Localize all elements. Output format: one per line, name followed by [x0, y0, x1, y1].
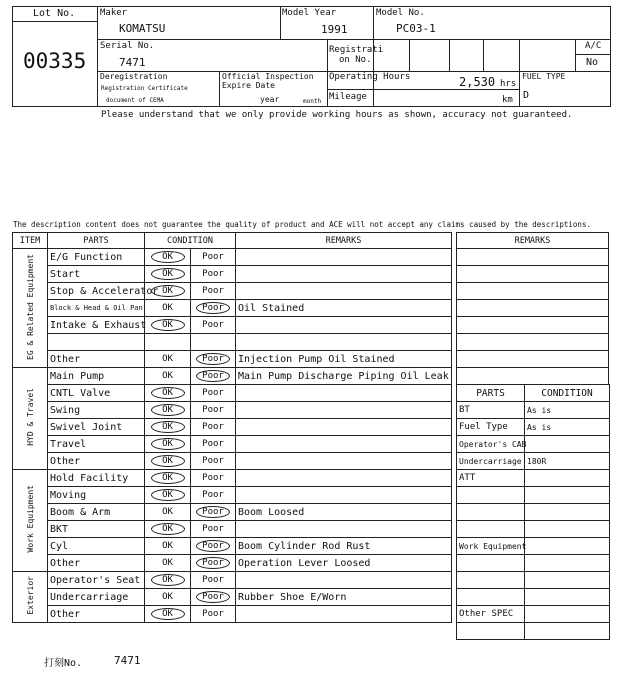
poor-mark: Poor: [202, 609, 224, 619]
col-line: [97, 7, 98, 107]
condition-ok-cell: [145, 436, 191, 453]
poor-circled-mark: Poor: [196, 370, 230, 382]
condition-poor-cell: [191, 368, 236, 385]
poor-mark: Poor: [202, 269, 224, 279]
pc-part-name: [457, 487, 525, 504]
ok-circled-mark: OK: [151, 268, 185, 280]
condition-ok-cell: [145, 419, 191, 436]
poor-mark: Poor: [202, 422, 224, 432]
remark-cell: [236, 436, 452, 453]
condition-ok-cell: [145, 300, 191, 317]
table-row: [13, 606, 452, 623]
condition-poor-cell: [191, 521, 236, 538]
condition-ok-cell: [145, 453, 191, 470]
part-name: Operator's Seat: [48, 572, 145, 589]
serial-value: 7471: [119, 56, 146, 69]
table-row: [13, 538, 452, 555]
part-name: E/G Function: [48, 249, 145, 266]
table-row: [13, 317, 452, 334]
condition-poor-cell: [191, 453, 236, 470]
condition-poor-cell: [191, 436, 236, 453]
right-remarks-table: [456, 232, 609, 385]
ac-value: No: [586, 57, 599, 68]
parts-condition-header-row: [457, 385, 610, 402]
condition-table: [12, 232, 452, 623]
item-group-label: Exterior: [25, 576, 35, 615]
part-name: Cyl: [48, 538, 145, 555]
poor-circled-mark: Poor: [196, 540, 230, 552]
parts-condition-row: [457, 606, 610, 623]
poor-mark: Poor: [202, 405, 224, 415]
pc-part-name: Work Equipment: [457, 538, 525, 555]
operating-hours-label: Operating Hours: [329, 72, 411, 82]
item-group-label: EG & Related Equipment: [25, 253, 35, 360]
parts-condition-row: [457, 436, 610, 453]
pc-part-name: [457, 572, 525, 589]
item-group-label: HYD & Travel: [25, 388, 35, 446]
condition-ok-cell: [145, 572, 191, 589]
parts-condition-row: [457, 402, 610, 419]
pc-condition-value: [525, 555, 610, 572]
item-group-cell: [13, 249, 48, 368]
deregistration-label: Deregistration: [100, 72, 168, 81]
row-line: [327, 89, 519, 90]
table-row: [13, 589, 452, 606]
table-row: [13, 504, 452, 521]
right-remarks-row: [457, 249, 609, 266]
remark-cell: [236, 249, 452, 266]
part-name: [48, 334, 145, 351]
pc-condition-value: As is: [525, 402, 610, 419]
ok-circled-mark: OK: [151, 438, 185, 450]
lot-value: 00335: [23, 49, 87, 73]
parts-condition-row: [457, 623, 610, 640]
remark-cell: [236, 419, 452, 436]
pc-part-name: [457, 623, 525, 640]
part-name: Travel: [48, 436, 145, 453]
parts-condition-row: [457, 589, 610, 606]
col-line: [449, 39, 450, 71]
condition-poor-cell: [191, 470, 236, 487]
parts-condition-row: [457, 521, 610, 538]
part-name: Hold Facility: [48, 470, 145, 487]
remark-cell: [236, 606, 452, 623]
remark-cell: [236, 334, 452, 351]
pc-part-name: Undercarriage: [457, 453, 525, 470]
ok-circled-mark: OK: [151, 608, 185, 620]
item-group-cell: [13, 572, 48, 623]
part-name: Swing: [48, 402, 145, 419]
right-remarks-row: [457, 334, 609, 351]
right-remarks-body: [457, 233, 609, 385]
condition-poor-cell: [191, 589, 236, 606]
registration-label: Registrati: [329, 45, 384, 55]
condition-ok-cell: [145, 385, 191, 402]
table-row: [13, 300, 452, 317]
poor-mark: Poor: [202, 252, 224, 262]
table-row: [13, 368, 452, 385]
condition-table-body: [13, 249, 452, 623]
col-line: [519, 39, 520, 107]
pc-condition-value: [525, 487, 610, 504]
condition-poor-cell: [191, 334, 236, 351]
ok-circled-mark: OK: [151, 574, 185, 586]
right-remarks-row: [457, 317, 609, 334]
col-line: [575, 39, 576, 71]
poor-circled-mark: Poor: [196, 557, 230, 569]
ok-mark: OK: [162, 558, 173, 568]
parts-condition-row: [457, 487, 610, 504]
condition-ok-cell: [145, 266, 191, 283]
model-no-label: Model No.: [376, 8, 425, 18]
row-line: [97, 39, 611, 40]
right-remarks-cell: [457, 266, 609, 283]
fuel-type-value: D: [523, 90, 530, 101]
pc-condition-value: As is: [525, 419, 610, 436]
pc-condition-value: [525, 606, 610, 623]
right-remarks-cell: [457, 283, 609, 300]
condition-poor-cell: [191, 266, 236, 283]
table-row: [13, 249, 452, 266]
poor-circled-mark: Poor: [196, 591, 230, 603]
condition-poor-cell: [191, 487, 236, 504]
condition-ok-cell: [145, 334, 191, 351]
year-label: year: [260, 95, 280, 104]
inspection-label: Official Inspection: [222, 72, 314, 81]
table-row: [13, 283, 452, 300]
serial-label: Serial No.: [100, 41, 155, 51]
condition-ok-cell: [145, 487, 191, 504]
condition-ok-cell: [145, 521, 191, 538]
right-remarks-cell: [457, 351, 609, 368]
pc-parts-header: PARTS: [457, 385, 525, 402]
part-name: Other: [48, 606, 145, 623]
condition-poor-cell: [191, 538, 236, 555]
remark-cell: [236, 470, 452, 487]
parts-condition-row: [457, 572, 610, 589]
remark-cell: Main Pump Discharge Piping Oil Leak: [236, 368, 452, 385]
remark-cell: [236, 266, 452, 283]
ok-mark: OK: [162, 541, 173, 551]
remarks-header: REMARKS: [236, 233, 452, 249]
ok-circled-mark: OK: [151, 404, 185, 416]
stamp-number: [44, 654, 141, 669]
part-name: Boom & Arm: [48, 504, 145, 521]
remark-cell: Oil Stained: [236, 300, 452, 317]
part-name: Intake & Exhaust: [48, 317, 145, 334]
remark-cell: [236, 283, 452, 300]
km-label: km: [502, 95, 513, 105]
right-remarks-row: [457, 300, 609, 317]
remark-cell: Boom Cylinder Rod Rust: [236, 538, 452, 555]
poor-circled-mark: Poor: [196, 353, 230, 365]
right-remarks-header-row: [457, 233, 609, 249]
ok-circled-mark: OK: [151, 421, 185, 433]
right-remarks-cell: [457, 249, 609, 266]
pc-part-name: [457, 521, 525, 538]
col-line: [373, 7, 374, 107]
condition-header: CONDITION: [145, 233, 236, 249]
condition-poor-cell: [191, 572, 236, 589]
pc-part-name: ATT: [457, 470, 525, 487]
parts-condition-row: [457, 504, 610, 521]
remark-cell: Injection Pump Oil Stained: [236, 351, 452, 368]
pc-condition-value: [525, 470, 610, 487]
row-line: [575, 54, 611, 55]
table-row: [13, 402, 452, 419]
pc-condition-value: [525, 538, 610, 555]
pc-condition-header: CONDITION: [525, 385, 610, 402]
table-row: [13, 470, 452, 487]
right-remarks-row: [457, 368, 609, 385]
table-row: [13, 334, 452, 351]
poor-mark: Poor: [202, 490, 224, 500]
condition-ok-cell: [145, 504, 191, 521]
model-year-label: Model Year: [282, 8, 337, 18]
lot-divider: [13, 21, 97, 22]
condition-poor-cell: [191, 555, 236, 572]
remark-cell: [236, 317, 452, 334]
pc-part-name: Operator's CAB: [457, 436, 525, 453]
condition-ok-cell: [145, 606, 191, 623]
condition-ok-cell: [145, 470, 191, 487]
col-line: [219, 71, 220, 107]
col-line: [327, 39, 328, 107]
right-remarks-cell: [457, 317, 609, 334]
poor-mark: Poor: [202, 320, 224, 330]
part-name: Undercarriage: [48, 589, 145, 606]
remark-cell: [236, 385, 452, 402]
ok-circled-mark: OK: [151, 251, 185, 263]
part-name: Other: [48, 555, 145, 572]
remark-cell: [236, 521, 452, 538]
pc-part-name: Fuel Type: [457, 419, 525, 436]
table-row: [13, 555, 452, 572]
pc-condition-value: [525, 504, 610, 521]
item-header: ITEM: [13, 233, 48, 249]
right-remarks-row: [457, 283, 609, 300]
poor-mark: Poor: [202, 388, 224, 398]
registration-label-2: on No.: [339, 55, 372, 65]
parts-condition-row: [457, 419, 610, 436]
condition-poor-cell: [191, 249, 236, 266]
stamp-number-value: 7471: [114, 654, 141, 667]
condition-poor-cell: [191, 351, 236, 368]
poor-mark: Poor: [202, 575, 224, 585]
condition-ok-cell: [145, 368, 191, 385]
part-name: Moving: [48, 487, 145, 504]
condition-ok-cell: [145, 538, 191, 555]
parts-condition-body: [457, 385, 610, 640]
ok-circled-mark: OK: [151, 489, 185, 501]
right-remarks-header: REMARKS: [457, 233, 609, 249]
item-group-cell: [13, 368, 48, 470]
condition-ok-cell: [145, 283, 191, 300]
col-line: [483, 39, 484, 71]
poor-mark: Poor: [202, 473, 224, 483]
condition-poor-cell: [191, 283, 236, 300]
part-name: CNTL Valve: [48, 385, 145, 402]
part-name: Other: [48, 351, 145, 368]
item-group-cell: [13, 470, 48, 572]
model-year-value: 1991: [321, 23, 348, 36]
table-row: [13, 572, 452, 589]
condition-poor-cell: [191, 385, 236, 402]
part-name: Other: [48, 453, 145, 470]
condition-ok-cell: [145, 402, 191, 419]
pc-part-name: [457, 589, 525, 606]
part-name: Block & Head & Oil Pan: [48, 300, 145, 317]
remark-cell: [236, 453, 452, 470]
pc-condition-value: [525, 589, 610, 606]
pc-condition-value: [525, 623, 610, 640]
right-remarks-cell: [457, 368, 609, 385]
col-line: [409, 39, 410, 71]
pc-condition-value: [525, 521, 610, 538]
pc-condition-value: [525, 572, 610, 589]
part-name: BKT: [48, 521, 145, 538]
remark-cell: [236, 487, 452, 504]
item-group-label: Work Equipment: [25, 485, 35, 553]
remark-cell: [236, 402, 452, 419]
condition-poor-cell: [191, 606, 236, 623]
month-label: month: [303, 98, 322, 105]
poor-mark: Poor: [202, 456, 224, 466]
part-name: Swivel Joint: [48, 419, 145, 436]
ok-circled-mark: OK: [151, 285, 185, 297]
ok-mark: OK: [162, 371, 173, 381]
inspection-expire-label: Expire Date: [222, 81, 275, 90]
right-remarks-cell: [457, 334, 609, 351]
fuel-type-label: FUEL TYPE: [522, 72, 566, 81]
condition-poor-cell: [191, 317, 236, 334]
ok-mark: OK: [162, 507, 173, 517]
model-no-value: PC03-1: [396, 22, 436, 35]
registration-certificate-label: Registration Certificate: [101, 85, 188, 92]
ac-label: A/C: [585, 41, 602, 51]
condition-ok-cell: [145, 249, 191, 266]
pc-part-name: [457, 504, 525, 521]
poor-circled-mark: Poor: [196, 506, 230, 518]
condition-poor-cell: [191, 402, 236, 419]
table-row: [13, 521, 452, 538]
pc-condition-value: 180R: [525, 453, 610, 470]
stamp-number-label: 打刻No.: [44, 658, 83, 669]
condition-ok-cell: [145, 555, 191, 572]
pc-part-name: BT: [457, 402, 525, 419]
right-remarks-row: [457, 266, 609, 283]
parts-condition-row: [457, 555, 610, 572]
maker-label: Maker: [100, 8, 128, 18]
description-disclaimer: The description content does not guarantee the quality of product and ACE will not accept any claims caused by the descriptions.: [13, 220, 591, 229]
working-hours-note: Please understand that we only provide working hours as shown, accuracy not guaranteed.: [101, 110, 573, 120]
remark-cell: Operation Lever Loosed: [236, 555, 452, 572]
ok-circled-mark: OK: [151, 472, 185, 484]
part-name: Stop & Accelerator: [48, 283, 145, 300]
parts-condition-row: [457, 538, 610, 555]
table-row: [13, 436, 452, 453]
maker-value: KOMATSU: [119, 22, 166, 35]
remark-cell: Boom Loosed: [236, 504, 452, 521]
parts-condition-row: [457, 453, 610, 470]
right-remarks-row: [457, 351, 609, 368]
poor-mark: Poor: [202, 286, 224, 296]
ok-circled-mark: OK: [151, 387, 185, 399]
operating-hours-value: 2,530: [459, 75, 496, 89]
col-line: [280, 7, 281, 39]
parts-condition-table: [456, 384, 610, 640]
mileage-label: Mileage: [329, 92, 367, 102]
poor-mark: Poor: [202, 524, 224, 534]
table-row: [13, 419, 452, 436]
condition-poor-cell: [191, 504, 236, 521]
ok-mark: OK: [162, 592, 173, 602]
ok-mark: OK: [162, 303, 173, 313]
remark-cell: Rubber Shoe E/Worn: [236, 589, 452, 606]
right-remarks-cell: [457, 300, 609, 317]
parts-condition-row: [457, 470, 610, 487]
condition-poor-cell: [191, 419, 236, 436]
table-header-row: [13, 233, 452, 249]
ok-mark: OK: [162, 354, 173, 364]
table-row: [13, 351, 452, 368]
condition-poor-cell: [191, 300, 236, 317]
pc-condition-value: [525, 436, 610, 453]
ok-circled-mark: OK: [151, 455, 185, 467]
remark-cell: [236, 572, 452, 589]
condition-ok-cell: [145, 589, 191, 606]
parts-header: PARTS: [48, 233, 145, 249]
document-cema-label: document of CEMA: [106, 97, 164, 104]
hrs-label: hrs: [500, 79, 517, 89]
table-row: [13, 266, 452, 283]
table-row: [13, 453, 452, 470]
ok-circled-mark: OK: [151, 523, 185, 535]
pc-part-name: [457, 555, 525, 572]
condition-ok-cell: [145, 351, 191, 368]
lot-label: Lot No.: [33, 8, 76, 19]
part-name: Start: [48, 266, 145, 283]
poor-mark: Poor: [202, 439, 224, 449]
table-row: [13, 487, 452, 504]
header-box: [12, 6, 611, 107]
pc-part-name: Other SPEC: [457, 606, 525, 623]
poor-circled-mark: Poor: [196, 302, 230, 314]
part-name: Main Pump: [48, 368, 145, 385]
table-row: [13, 385, 452, 402]
ok-circled-mark: OK: [151, 319, 185, 331]
condition-ok-cell: [145, 317, 191, 334]
